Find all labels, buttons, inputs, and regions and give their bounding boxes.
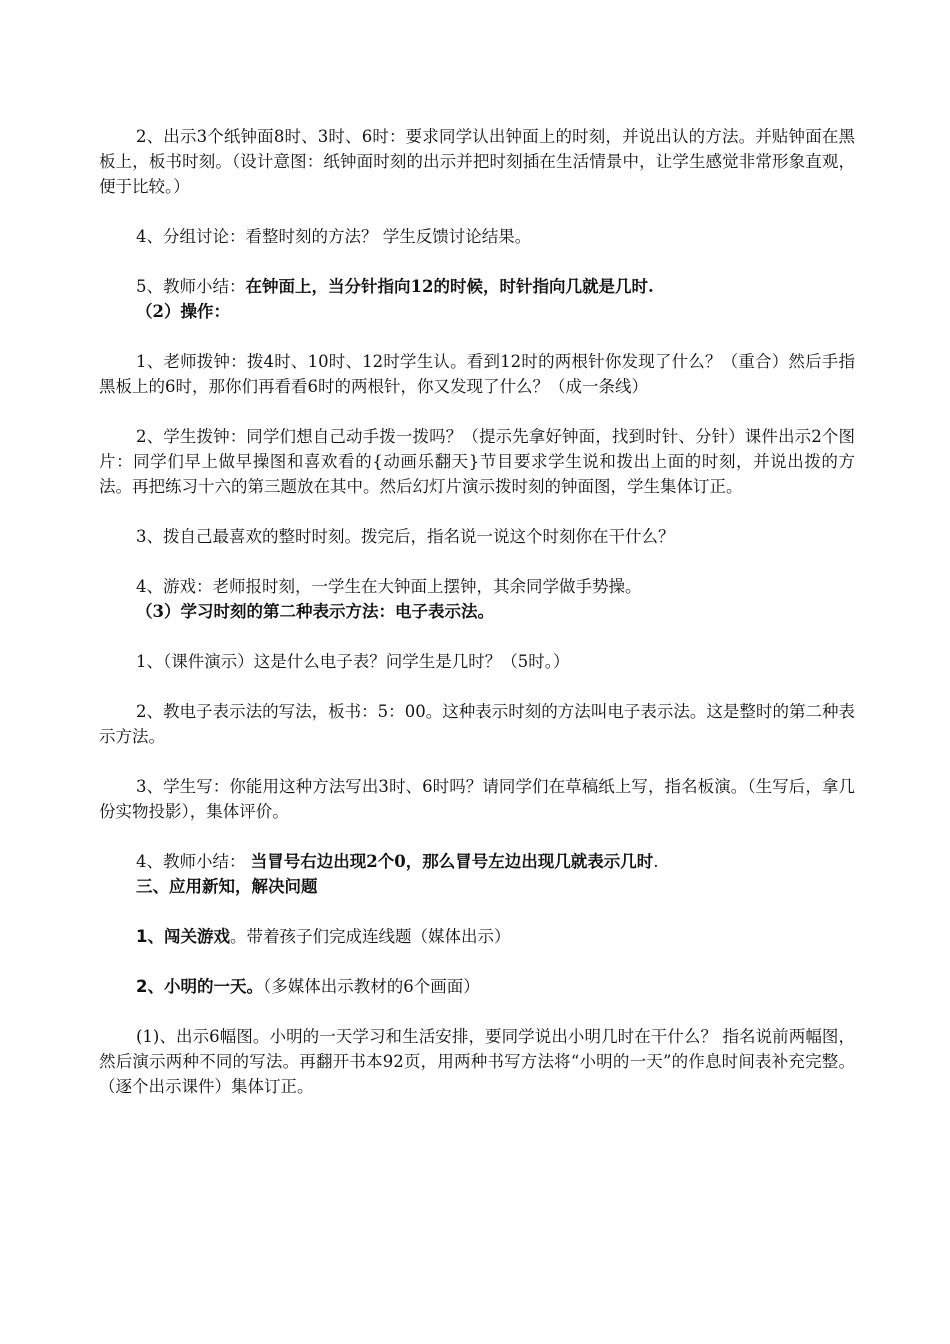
paragraph-teacher-dial: 1、老师拨钟：拨4时、10时、12时学生认。看到12时的两根针你发现了什么？（重合）然后手指黑板上的6时，那你们再看看6时的两根针，你又发现了什么？（成一条线） [99, 352, 855, 396]
document-page [99, 124, 855, 1099]
paragraph-game: 4、游戏：老师报时刻，一学生在大钟面上摆钟，其余同学做手势操。 [136, 577, 642, 596]
xiaoming-day-text: （多媒体出示教材的6个画面） [262, 977, 480, 996]
level-game-text: 。带着孩子们完成连线题（媒体出示） [229, 927, 511, 946]
xiaoming-day-title: 2、小明的一天。 [136, 977, 263, 996]
heading-operate: （2）操作： [136, 302, 230, 321]
paragraph-level-game [99, 924, 855, 949]
heading-apply-knowledge: 三、应用新知，解决问题 [136, 877, 318, 896]
summary-rule: 在钟面上，当分针指向12的时候，时针指向几就是几时. [245, 277, 654, 296]
paragraph-electronic-writing: 2、教电子表示法的写法，板书：5：00。这种表示时刻的方法叫电子表示法。这是整时的第二种表示方法。 [99, 702, 855, 746]
summary-rule-2: 当冒号右边出现2个0，那么冒号左边出现几就表示几时 [250, 852, 654, 871]
summary-label: 5、教师小结： [136, 277, 246, 296]
summary-label-2: 4、教师小结： [136, 852, 251, 871]
paragraph-teacher-summary-1 [99, 274, 855, 299]
paragraph-teacher-summary-2 [99, 849, 855, 874]
paragraph-six-pictures: (1)、出示6幅图。小明的一天学习和生活安排，要同学说出小明几时在干什么？ 指名说前两幅图，然后演示两种不同的写法。再翻开书本92页，用两种书写方法将“小明的一天”的作息时间表补充完整。（逐个出示课件）集体订正。 [99, 1027, 855, 1096]
paragraph-student-writing: 3、学生写：你能用这种方法写出3时、6时吗？请同学们在草稿纸上写，指名板演。（生写后，拿几份实物投影），集体评价。 [99, 777, 855, 821]
paragraph-student-dial: 2、学生拨钟：同学们想自己动手拨一拨吗？（提示先拿好钟面，找到时针、分针）课件出示2个图片：同学们早上做早操图和喜欢看的{动画乐翻天}节目要求学生说和拨出上面的时刻，并说出拨的方法。再把练习十六的第三题放在其中。然后幻灯片演示拨时刻的钟面图，学生集体订正。 [99, 427, 855, 496]
paragraph-group-discussion: 4、分组讨论：看整时刻的方法？ 学生反馈讨论结果。 [136, 227, 532, 246]
heading-electronic-notation: （3）学习时刻的第二种表示方法：电子表示法。 [136, 602, 494, 621]
summary-period: . [653, 852, 659, 871]
level-game-title: 1、闯关游戏 [136, 927, 230, 946]
paragraph-courseware-demo: 1、（课件演示）这是什么电子表？问学生是几时？（5时。） [136, 652, 570, 671]
paragraph-show-clocks: 2、出示3个纸钟面8时、3时、6时：要求同学认出钟面上的时刻，并说出认的方法。并贴钟面在黑板上，板书时刻。（设计意图：纸钟面时刻的出示并把时刻插在生活情景中，让学生感觉非常形象直观，便于比较。） [99, 127, 855, 196]
paragraph-favorite-time: 3、拨自己最喜欢的整时时刻。拨完后，指名说一说这个时刻你在干什么？ [136, 527, 675, 546]
paragraph-xiaoming-day [99, 974, 855, 999]
